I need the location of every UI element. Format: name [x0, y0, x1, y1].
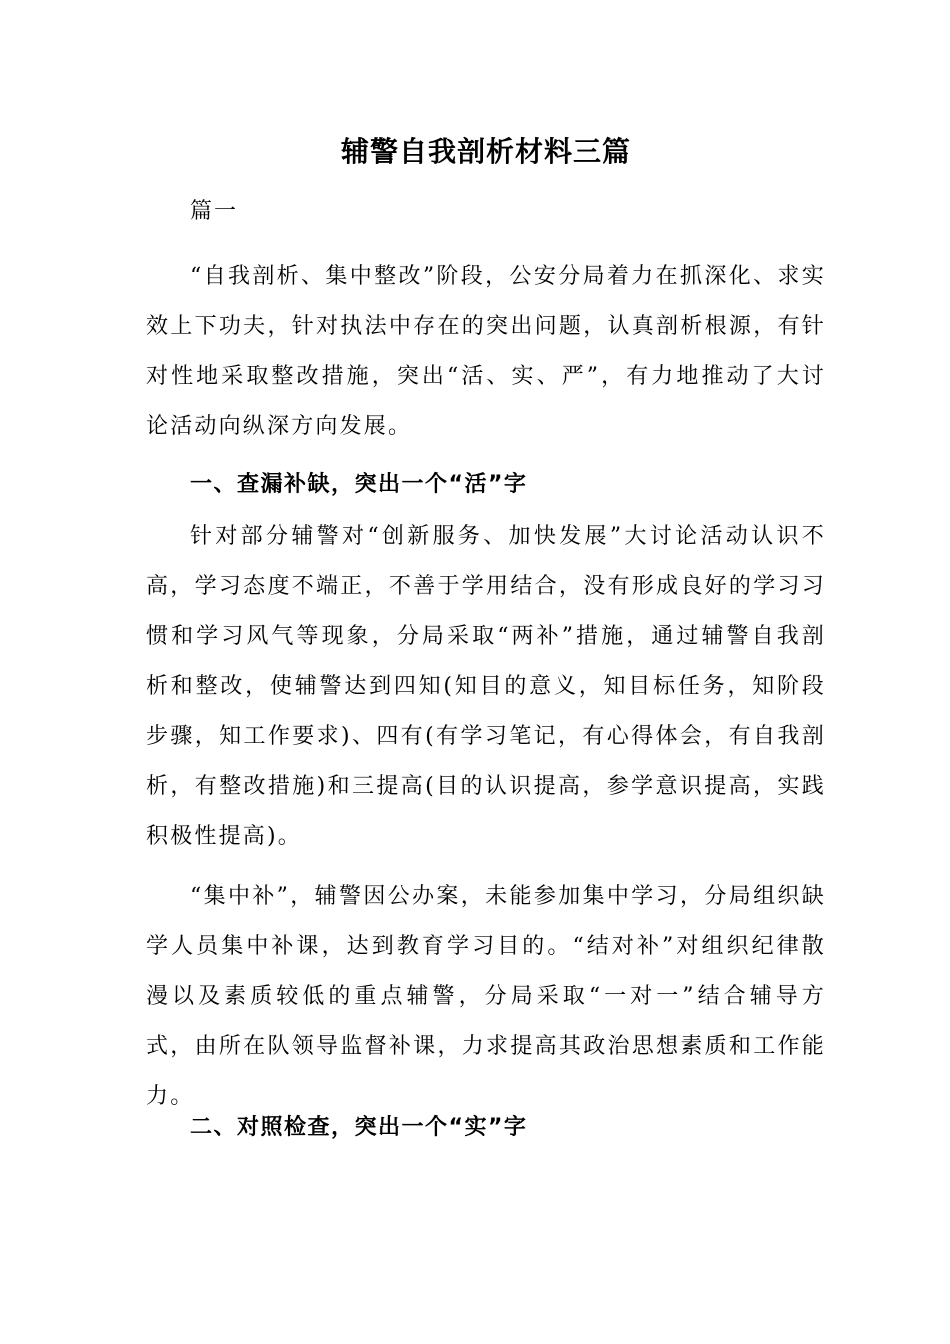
part-label: 篇一	[190, 199, 239, 224]
body-paragraph-1: “自我剖析、集中整改”阶段，公安分局着力在抓深化、求实效上下功夫，针对执法中存在的突出问题，认真剖析根源，有针对性地采取整改措施，突出“活、实、严”，有力地推动了大讨论活动向纵深方向发展。	[146, 264, 826, 439]
section-heading-1: 一、查漏补缺，突出一个“活”字	[190, 472, 528, 497]
document-title: 辅警自我剖析材料三篇	[340, 135, 631, 168]
body-paragraph-3: “集中补”，辅警因公办案，未能参加集中学习，分局组织缺学人员集中补课，达到教育学习目的。“结对补”对组织纪律散漫以及素质较低的重点辅警，分局采取“一对一”结合辅导方式，由所在队领导监督补课，力求提高其政治思想素质和工作能力。	[146, 884, 826, 1109]
section-heading-2: 二、对照检查，突出一个“实”字	[190, 1115, 528, 1140]
body-paragraph-2: 针对部分辅警对“创新服务、加快发展”大讨论活动认识不高，学习态度不端正，不善于学用结合，没有形成良好的学习习惯和学习风气等现象，分局采取“两补”措施，通过辅警自我剖析和整改，使辅警达到四知(知目的意义，知目标任务，知阶段步骤，知工作要求)、四有(有学习笔记，有心得体会，有自我剖析，有整改措施)和三提高(目的认识提高，参学意识提高，实践积极性提高)。	[146, 524, 826, 849]
